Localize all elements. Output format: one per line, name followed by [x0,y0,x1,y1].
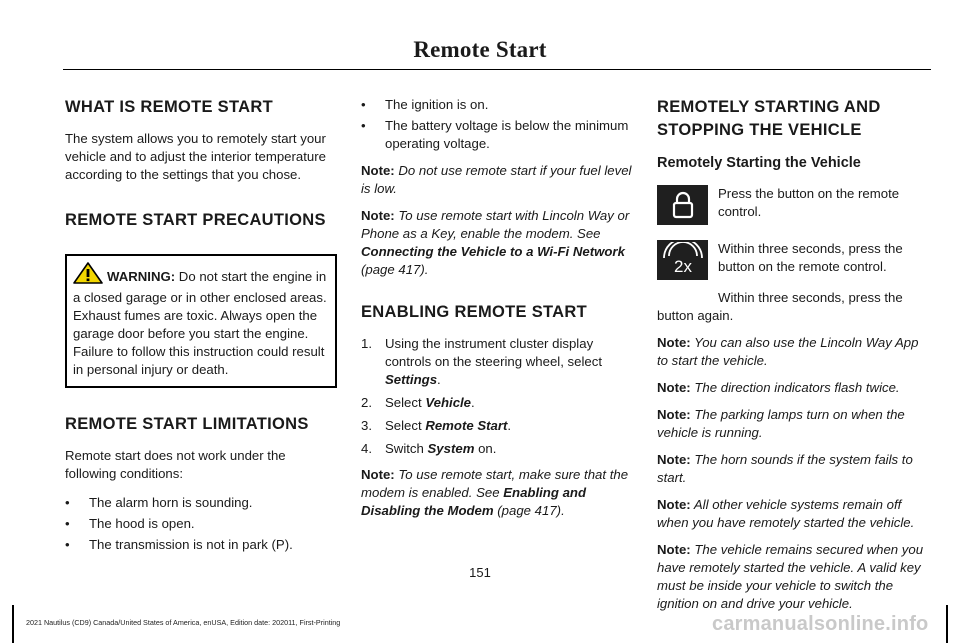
note-enable-text: To use remote start, make sure that the modem is enabled. See [361,467,629,500]
note-label: Note: [657,542,691,557]
step-after: on. [474,441,497,456]
note-label: Note: [657,407,691,422]
warning-triangle-icon [73,262,103,289]
list-item [361,417,633,435]
list-item: • The alarm horn is sounding. [65,494,337,512]
column-right [657,96,929,613]
note-text: The parking lamps turn on when the vehicle is running. [657,407,905,440]
step-emphasis: Remote Start [425,418,508,433]
note-label: Note: [657,497,691,512]
note-modem [361,207,633,279]
note-label: Note: [657,452,691,467]
step-after: . [507,418,512,433]
step-text: Switch [385,441,428,456]
step-text: Using the instrument cluster display controls on the steering wheel, select [385,336,602,369]
step-number: 1. [361,336,372,351]
note-label: Note: [657,335,691,350]
list-item: • The transmission is not in park (P). [65,536,337,554]
heading-line-2: STOPPING THE VEHICLE [657,121,862,139]
step-within-text: Within three seconds, press the button on the remote control. [718,241,903,274]
step-emphasis: System [427,441,475,456]
step-emphasis: Vehicle [425,395,472,410]
list-item: • The ignition is on. [361,96,633,114]
heading-precautions: REMOTE START PRECAUTIONS [65,211,326,229]
step-press-again: Within three seconds, press the button again. [657,290,903,323]
step-after: . [471,395,475,410]
note-text: The horn sounds if the system fails to start. [657,452,913,485]
note-label: Note: [361,467,395,482]
press-twice-icon [657,240,708,280]
crop-mark [946,605,948,643]
footer-edition-text: 2021 Nautilus (CD9) Canada/United States of America, enUSA, Edition date: 202011, First-Printing [26,618,341,627]
paragraph-limitations: Remote start does not work under the following conditions: [65,448,286,481]
step-number: 4. [361,441,372,456]
heading-line-1: REMOTELY STARTING AND [657,98,881,116]
note-text: All other vehicle systems remain off when you have remotely started the vehicle. [657,497,915,530]
note-page-ref: (page 417). [361,262,429,277]
column-left [65,96,337,554]
step-number: 3. [361,418,372,433]
step-text: Select [385,418,426,433]
warning-label: WARNING: [107,269,176,284]
note-text: You can also use the Lincoln Way App to start the vehicle. [657,335,919,368]
link-wifi-network[interactable]: Connecting the Vehicle to a Wi-Fi Network [361,244,625,259]
warning-box [65,254,337,388]
note-fuel-text: Do not use remote start if your fuel level is low. [361,163,632,196]
link-enabling-modem[interactable]: Enabling and Disabling the Modem [361,485,587,518]
note-fuel [361,162,633,198]
header-divider [63,69,931,70]
press-twice-label: 2x [673,257,692,276]
note-item [657,451,929,487]
heading-enabling: ENABLING REMOTE START [361,303,587,321]
list-item: • The hood is open. [65,515,337,533]
step-after: . [437,372,441,387]
page-number: 151 [469,565,491,580]
heading-remotely-starting-stopping [657,96,929,142]
note-text: The vehicle remains secured when you have remotely started the vehicle. A valid key must be inside your vehicle to switch the ignition on and drive your vehicle. [657,542,924,611]
crop-mark [12,605,14,643]
step-emphasis: Settings [385,372,438,387]
list-item [361,394,633,412]
heading-limitations: REMOTE START LIMITATIONS [65,415,309,433]
note-item [657,334,929,370]
note-item [657,379,929,397]
step-press-text: Press the button on the remote control. [718,186,900,219]
note-label: Note: [361,163,395,178]
note-modem-text: To use remote start with Lincoln Way or Phone as a Key, enable the modem. See [361,208,630,241]
note-text: The direction indicators flash twice. [690,380,900,395]
note-page-ref: (page 417). [493,503,565,518]
note-label: Note: [361,208,395,223]
note-item [657,496,929,532]
note-label: Note: [657,380,691,395]
column-middle [361,96,633,520]
page-title: Remote Start [413,37,547,62]
step-number: 2. [361,395,372,410]
list-item: • The battery voltage is below the minimum operating voltage. [361,117,633,153]
heading-what-is-remote-start: WHAT IS REMOTE START [65,98,273,116]
note-item [657,406,929,442]
warning-text: Do not start the engine in a closed garage or in other enclosed areas. Exhaust fumes are toxic. Always open the garage door before you start the engine. Failure to follow this instruction could result in personal injury or death. [73,269,327,377]
note-enable-modem [361,466,633,520]
step-text: Select [385,395,426,410]
list-item [361,335,633,389]
watermark: carmanualsonline.info [712,613,929,635]
paragraph-what-is: The system allows you to remotely start your vehicle and to adjust the interior temperature according to the settings that you chose. [65,131,326,182]
step-press-lock [657,185,929,225]
list-item [361,440,633,458]
lock-icon [657,185,708,225]
step-press-twice [657,240,929,280]
subheading-remotely-starting: Remotely Starting the Vehicle [657,155,861,171]
